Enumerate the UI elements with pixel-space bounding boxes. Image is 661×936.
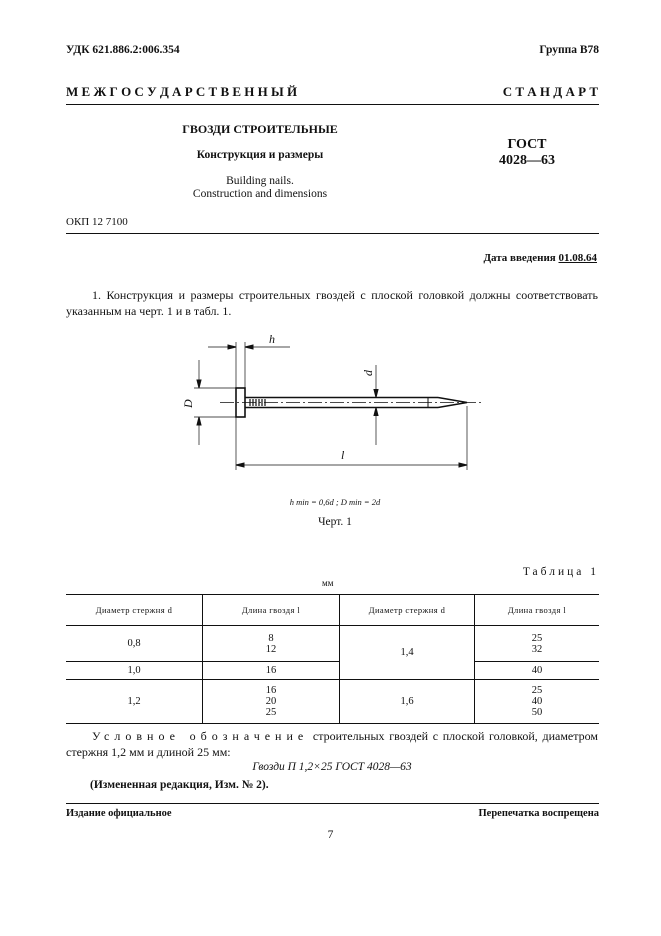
banner-word-interstate: М Е Ж Г О С У Д А Р С Т В Е Н Н Ы Й — [66, 84, 298, 99]
divider-footer — [66, 803, 599, 804]
table-unit: мм — [322, 578, 334, 588]
table-row — [66, 680, 599, 724]
divider-top — [66, 104, 599, 105]
cell-l2: 25 32 — [475, 626, 600, 662]
gost-designation — [487, 137, 567, 169]
paragraph-2 — [66, 728, 598, 760]
udk-code: УДК 621.886.2:006.354 — [66, 44, 180, 56]
cell-d2: 1,6 — [340, 680, 475, 724]
dimensions-table — [66, 594, 599, 724]
okp-code: ОКП 12 7100 — [66, 216, 128, 228]
doc-subtitle-en: Construction and dimensions — [192, 188, 328, 200]
label-D: D — [181, 399, 195, 408]
designation-example: Гвозди П 1,2×25 ГОСТ 4028—63 — [252, 761, 412, 773]
intro-date-label: Дата введения — [483, 252, 556, 264]
header-diameter-2: Диаметр стержня d — [340, 595, 475, 626]
title-block — [150, 122, 370, 201]
l-arrow-right — [459, 463, 467, 467]
h-arrow-left — [228, 345, 236, 349]
cell-l1: 16 — [203, 662, 340, 680]
doc-title-en: Building nails. — [226, 175, 294, 187]
label-h: h — [269, 332, 275, 346]
standard-banner — [66, 84, 598, 100]
D-arrow-bottom — [197, 417, 201, 425]
amendment-note: (Измененная редакция, Изм. № 2). — [90, 779, 269, 791]
doc-title: ГВОЗДИ СТРОИТЕЛЬНЫЕ — [182, 122, 338, 136]
d-arrow-bottom — [374, 408, 378, 416]
cell-l2: 25 40 50 — [475, 680, 600, 724]
cell-l1: 16 20 25 — [203, 680, 340, 724]
intro-date-value: 01.08.64 — [558, 252, 597, 264]
gost-label: ГОСТ — [507, 137, 547, 152]
cell-d1: 1,2 — [66, 680, 203, 724]
table-row — [66, 662, 599, 680]
paragraph-1: 1. Конструкция и размеры строительных гвоздей с плоской головкой должны соответствовать указанным на черт. 1 и в табл. 1. — [66, 288, 598, 318]
drawing-formula: h min = 0,6d ; D min = 2d — [289, 497, 381, 507]
header-diameter-1: Диаметр стержня d — [66, 595, 203, 626]
designation-term: Условное обозначение — [92, 729, 309, 743]
intro-date — [483, 252, 597, 264]
nail-drawing — [180, 330, 490, 495]
label-l: l — [341, 448, 345, 462]
table-row — [66, 626, 599, 662]
designation-text: строительных гвоздей с плоской головкой, диаметром стержня 1,2 мм и длиной 25 мм: — [66, 729, 598, 759]
footer-reprint: Перепечатка воспрещена — [478, 808, 599, 819]
d-arrow-top — [374, 390, 378, 398]
table-label: Таблица 1 — [522, 566, 599, 578]
divider-okp — [66, 233, 599, 234]
D-arrow-top — [197, 380, 201, 388]
group-code: Группа В78 — [539, 44, 599, 56]
cell-l2: 40 — [475, 662, 600, 680]
label-d: d — [361, 370, 375, 376]
page-number: 7 — [327, 829, 334, 841]
doc-title-english — [150, 175, 370, 201]
l-arrow-left — [236, 463, 244, 467]
figure-caption: Черт. 1 — [318, 516, 352, 528]
header-length-1: Длина гвоздя l — [203, 595, 340, 626]
banner-word-standard: С Т А Н Д А Р Т — [502, 84, 598, 99]
footer-official: Издание официальное — [66, 808, 172, 819]
h-arrow-right — [245, 345, 253, 349]
cell-d1: 1,0 — [66, 662, 203, 680]
cell-d2: 1,4 — [340, 626, 475, 680]
gost-number: 4028—63 — [499, 153, 555, 168]
doc-subtitle: Конструкция и размеры — [196, 149, 324, 161]
cell-d1: 0,8 — [127, 638, 141, 649]
header-length-2: Длина гвоздя l — [475, 595, 600, 626]
cell-l1: 8 12 — [203, 626, 340, 662]
